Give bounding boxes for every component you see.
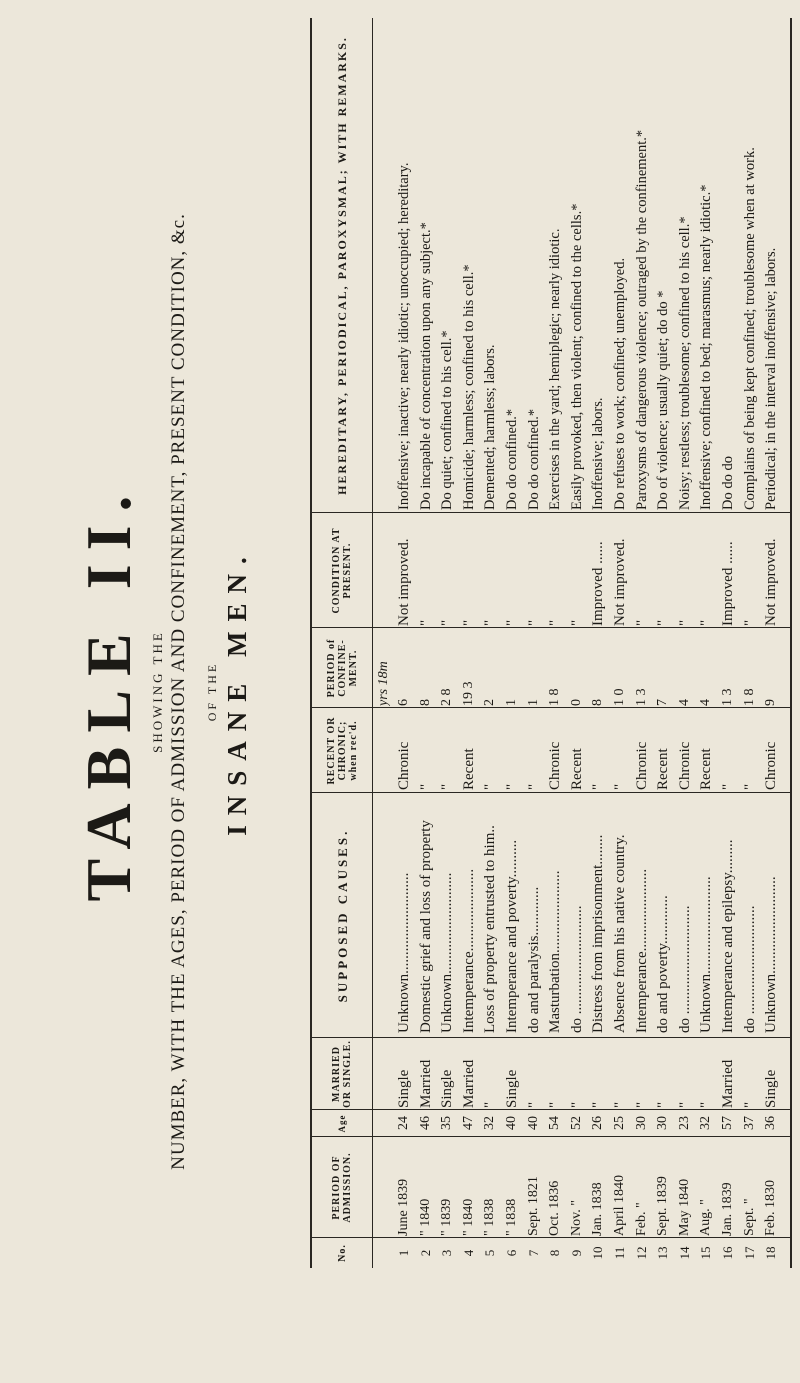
- age: 23: [676, 1116, 692, 1130]
- supposed-cause: Distress from imprisonment........: [590, 834, 607, 1033]
- recent-or-chronic: Recent: [460, 748, 477, 790]
- marital-status: ": [612, 1101, 628, 1108]
- data-table: [310, 18, 792, 1268]
- row-number: 7: [525, 1249, 541, 1257]
- admission-date: Jan. 1838: [590, 1182, 606, 1236]
- age: 35: [439, 1116, 455, 1130]
- admission-date: May 1840: [676, 1178, 692, 1236]
- marital-status: Married: [720, 1059, 736, 1108]
- admission-date: June 1839: [396, 1178, 411, 1236]
- recent-or-chronic: Chronic: [396, 741, 412, 790]
- showing-the-line: SHOWING THE: [150, 630, 165, 753]
- confinement-period: 8: [590, 699, 606, 706]
- marital-status: ": [633, 1101, 650, 1108]
- present-condition: Improved ......: [590, 541, 607, 626]
- present-condition: Not improved.: [612, 538, 628, 626]
- row-number: 14: [676, 1246, 692, 1260]
- admission-date: Sept. 1821: [525, 1176, 541, 1236]
- table-row: [676, 18, 694, 1268]
- confinement-period: 7: [655, 699, 671, 706]
- supposed-cause: do .............................: [568, 905, 585, 1033]
- header-causes: SUPPOSED CAUSES.: [334, 828, 350, 1003]
- row-number: 3: [439, 1249, 455, 1257]
- table-row: [503, 18, 521, 1268]
- recent-or-chronic: Recent: [568, 748, 585, 790]
- period-units: yrs 18m: [376, 661, 391, 706]
- age: 37: [741, 1116, 757, 1130]
- table-row: [589, 18, 607, 1268]
- table-row: [546, 18, 564, 1268]
- table-title: TABLE II.: [73, 481, 144, 902]
- remarks: Inoffensive; inactive; nearly idiotic; unoccupied; hereditary.: [396, 162, 412, 510]
- confinement-period: 4: [676, 699, 692, 706]
- table-subtitle: NUMBER, WITH THE AGES, PERIOD OF ADMISSION AND CONFINEMENT, PRESENT CONDITION, &c.: [168, 213, 189, 1170]
- remarks: Noisy; restless; troublesome; confined to his cell.*: [676, 216, 693, 510]
- supposed-cause: Unknown...........................: [396, 872, 412, 1033]
- confinement-period: 8: [417, 699, 433, 706]
- recent-or-chronic: ": [612, 783, 628, 790]
- present-condition: ": [525, 619, 542, 626]
- confinement-period: 1 3: [633, 688, 649, 706]
- marital-status: ": [590, 1101, 607, 1108]
- row-number: 4: [460, 1249, 476, 1257]
- marital-status: ": [676, 1101, 693, 1108]
- present-condition: ": [417, 619, 434, 626]
- row-number: 2: [417, 1249, 433, 1257]
- table-header: [312, 18, 373, 1268]
- row-number: 8: [547, 1249, 563, 1257]
- age: 25: [612, 1116, 627, 1130]
- recent-or-chronic: ": [504, 783, 520, 790]
- table-row: [395, 18, 413, 1268]
- admission-date: April 1840: [612, 1174, 627, 1236]
- present-condition: ": [482, 619, 499, 626]
- marital-status: ": [655, 1101, 672, 1108]
- supposed-cause: do .............................: [741, 905, 758, 1033]
- marital-status: ": [547, 1101, 564, 1108]
- supposed-cause: do .............................: [676, 905, 693, 1033]
- admission-date: " 1840: [460, 1198, 476, 1236]
- marital-status: ": [525, 1101, 542, 1108]
- recent-or-chronic: ": [525, 783, 542, 790]
- row-number: 11: [612, 1246, 627, 1260]
- header-condition: CONDITION AT PRESENT.: [331, 527, 353, 614]
- table-row: [654, 18, 672, 1268]
- recent-or-chronic: ": [720, 783, 736, 790]
- units-row: [375, 18, 393, 1268]
- supposed-cause: Unknown...........................: [439, 872, 456, 1033]
- supposed-cause: do and poverty.............: [655, 895, 672, 1033]
- confinement-period: 2 8: [439, 688, 455, 706]
- age: 32: [698, 1116, 714, 1130]
- remarks: Complains of being kept confined; troublesome when at work.: [741, 147, 758, 510]
- age: 40: [525, 1116, 541, 1130]
- age: 52: [568, 1116, 584, 1130]
- table-row: [611, 18, 629, 1268]
- marital-status: ": [568, 1101, 585, 1108]
- table-row: [460, 18, 478, 1268]
- supposed-cause: do and paralysis.............: [525, 886, 542, 1033]
- marital-status: Married: [460, 1059, 477, 1108]
- confinement-period: 1 8: [741, 688, 757, 706]
- remarks: Do do confined.*: [504, 408, 520, 510]
- table-row: [568, 18, 586, 1268]
- admission-date: " 1839: [439, 1198, 455, 1236]
- admission-date: Nov. ": [568, 1200, 584, 1236]
- row-number: 5: [482, 1249, 498, 1257]
- remarks: Do do confined.*: [525, 408, 542, 510]
- admission-date: " 1838: [504, 1198, 519, 1236]
- present-condition: ": [439, 619, 456, 626]
- marital-status: ": [698, 1101, 715, 1108]
- table-row: [525, 18, 543, 1268]
- title-block: [0, 0, 275, 1383]
- header-period: PERIOD of CONFINE-MENT.: [325, 638, 359, 698]
- table-row: [719, 18, 737, 1268]
- admission-date: Aug. ": [698, 1199, 714, 1236]
- supposed-cause: Masturbation......................: [547, 870, 564, 1033]
- present-condition: ": [741, 619, 758, 626]
- admission-date: " 1838: [482, 1198, 498, 1236]
- present-condition: Not improved.: [763, 538, 780, 626]
- table-row: [762, 18, 780, 1268]
- confinement-period: 1 8: [547, 688, 563, 706]
- header-no: No.: [336, 1244, 348, 1262]
- group-heading: INSANE MEN.: [222, 547, 252, 836]
- present-condition: ": [633, 619, 650, 626]
- header-age: Age: [336, 1114, 347, 1133]
- present-condition: ": [547, 619, 564, 626]
- age: 32: [482, 1116, 498, 1130]
- recent-or-chronic: ": [590, 783, 607, 790]
- supposed-cause: Intemperance......................: [460, 868, 477, 1033]
- present-condition: Not improved.: [396, 538, 412, 626]
- header-married: MARRIED OR SINGLE.: [331, 1040, 353, 1108]
- marital-status: Married: [417, 1059, 434, 1108]
- recent-or-chronic: ": [417, 783, 434, 790]
- marital-status: Single: [504, 1069, 520, 1108]
- row-number: 1: [396, 1249, 411, 1257]
- present-condition: Improved ......: [720, 541, 736, 626]
- marital-status: Single: [763, 1069, 780, 1108]
- header-recent: RECENT OR CHRONIC; when rec'd.: [325, 716, 359, 785]
- supposed-cause: Unknown..........................: [763, 876, 780, 1033]
- present-condition: ": [460, 619, 477, 626]
- age: 54: [547, 1116, 563, 1130]
- remarks: Inoffensive; labors.: [590, 397, 607, 510]
- supposed-cause: Loss of property entrusted to him..: [482, 825, 499, 1033]
- remarks: Inoffensive; confined to bed; marasmus; nearly idiotic.*: [698, 184, 715, 510]
- age: 57: [720, 1116, 735, 1130]
- recent-or-chronic: ": [439, 783, 456, 790]
- confinement-period: 2: [482, 699, 498, 706]
- remarks: Homicide; harmless; confined to his cell.*: [460, 264, 477, 510]
- admission-date: Feb. ": [633, 1202, 649, 1236]
- remarks: Do refuses to work; confined; unemployed.: [612, 257, 628, 510]
- age: 30: [655, 1116, 671, 1130]
- present-condition: ": [568, 619, 585, 626]
- remarks: Exercises in the yard; hemiplegic; nearly idiotic.: [547, 228, 564, 510]
- marital-status: ": [741, 1101, 758, 1108]
- row-number: 13: [655, 1246, 671, 1260]
- remarks: Demented; harmless; labors.: [482, 344, 499, 510]
- admission-date: Jan. 1839: [720, 1182, 735, 1236]
- remarks: Periodical; in the interval inoffensive; labors.: [763, 247, 780, 510]
- supposed-cause: Intemperance......................: [633, 868, 650, 1033]
- admission-date: Oct. 1836: [547, 1180, 563, 1236]
- recent-or-chronic: ": [482, 783, 499, 790]
- confinement-period: 9: [763, 699, 779, 706]
- present-condition: ": [676, 619, 693, 626]
- recent-or-chronic: Chronic: [676, 741, 693, 790]
- table-row: [741, 18, 759, 1268]
- admission-date: Sept. 1839: [655, 1176, 671, 1236]
- present-condition: ": [655, 619, 672, 626]
- remarks: Paroxysms of dangerous violence; outraged by the confinement.*: [633, 129, 650, 510]
- supposed-cause: Intemperance and epilepsy.........: [720, 839, 736, 1033]
- admission-date: Sept. ": [741, 1198, 757, 1236]
- confinement-period: 0: [568, 699, 584, 706]
- row-number: 10: [590, 1246, 606, 1260]
- recent-or-chronic: Chronic: [633, 741, 650, 790]
- age: 47: [460, 1116, 476, 1130]
- age: 24: [396, 1116, 411, 1130]
- confinement-period: 1 3: [720, 688, 735, 706]
- age: 46: [417, 1116, 433, 1130]
- row-number: 18: [763, 1246, 779, 1260]
- recent-or-chronic: Chronic: [547, 741, 564, 790]
- admission-date: Feb. 1830: [763, 1180, 779, 1236]
- row-number: 15: [698, 1246, 714, 1260]
- age: 30: [633, 1116, 649, 1130]
- confinement-period: 4: [698, 699, 714, 706]
- confinement-period: 1: [504, 699, 519, 706]
- table-row: [438, 18, 456, 1268]
- supposed-cause: Unknown..........................: [698, 876, 715, 1033]
- table-row: [417, 18, 435, 1268]
- table-row: [481, 18, 499, 1268]
- age: 36: [763, 1116, 779, 1130]
- remarks: Easily provoked, then violent; confined to the cells.*: [568, 203, 585, 510]
- recent-or-chronic: ": [741, 783, 758, 790]
- supposed-cause: Domestic grief and loss of property: [417, 820, 434, 1033]
- row-number: 6: [504, 1249, 519, 1257]
- age: 40: [504, 1116, 519, 1130]
- remarks: Do do do: [720, 456, 736, 510]
- recent-or-chronic: Recent: [655, 748, 672, 790]
- table-row: [697, 18, 715, 1268]
- row-number: 12: [633, 1246, 649, 1260]
- remarks: Do incapable of concentration upon any subject.*: [417, 222, 434, 510]
- of-the-line: OF THE: [205, 661, 219, 722]
- remarks: Do quiet; confined to his cell.*: [439, 330, 456, 510]
- admission-date: " 1840: [417, 1198, 433, 1236]
- confinement-period: 19 3: [460, 681, 476, 706]
- recent-or-chronic: Chronic: [763, 741, 780, 790]
- confinement-period: 1 0: [612, 688, 627, 706]
- row-number: 9: [568, 1249, 584, 1257]
- confinement-period: 1: [525, 699, 541, 706]
- recent-or-chronic: Recent: [698, 748, 715, 790]
- present-condition: ": [698, 619, 715, 626]
- remarks: Do of violence; usually quiet; do do *: [655, 290, 672, 510]
- supposed-cause: Intemperance and poverty..........: [504, 839, 520, 1033]
- supposed-cause: Absence from his native country.: [612, 834, 628, 1033]
- table-row: [633, 18, 651, 1268]
- confinement-period: 6: [396, 699, 411, 706]
- header-remarks: HEREDITARY, PERIODICAL, PAROXYSMAL; WITH REMARKS.: [334, 36, 349, 495]
- marital-status: Single: [439, 1069, 456, 1108]
- header-admission: PERIOD OF ADMISSION.: [331, 1152, 353, 1223]
- marital-status: ": [482, 1101, 499, 1108]
- present-condition: ": [504, 619, 520, 626]
- marital-status: Single: [396, 1069, 412, 1108]
- row-number: 17: [741, 1246, 757, 1260]
- row-number: 16: [720, 1246, 735, 1260]
- age: 26: [590, 1116, 606, 1130]
